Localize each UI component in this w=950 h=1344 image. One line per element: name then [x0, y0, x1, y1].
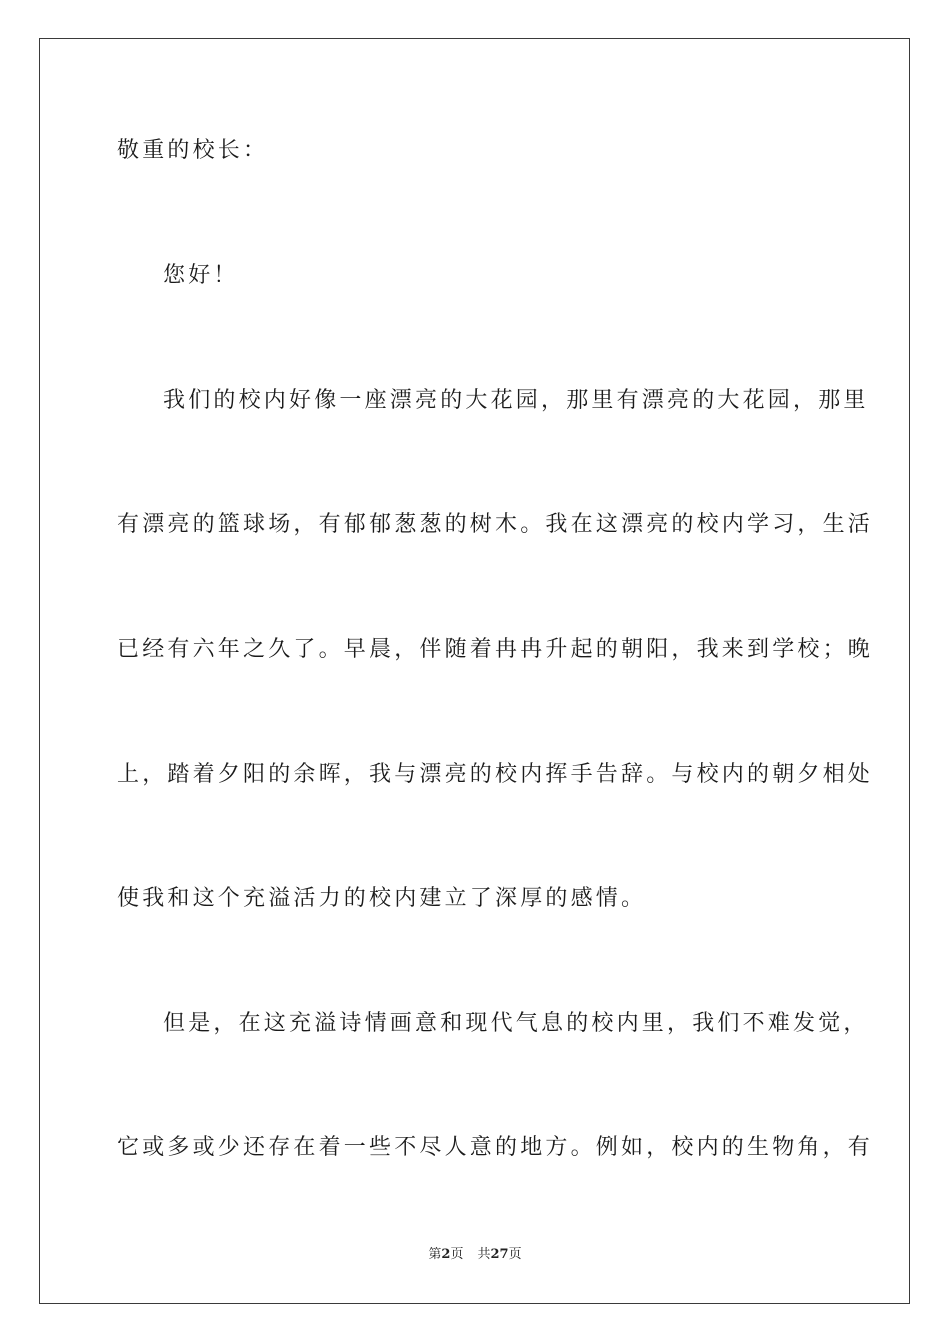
footer-page-number: 2 — [441, 1247, 451, 1262]
footer-page-suffix: 页 — [450, 1247, 464, 1262]
page-footer — [0, 1246, 950, 1264]
paragraph-1-line-4: 上，踏着夕阳的余晖，我与漂亮的校内挥手告辞。与校内的朝夕相处 — [117, 762, 874, 787]
paragraph-1-line-1: 我们的校内好像一座漂亮的大花园，那里有漂亮的大花园，那里 — [163, 388, 869, 413]
greeting-line: 您好！ — [163, 263, 239, 288]
paragraph-1-line-2: 有漂亮的篮球场，有郁郁葱葱的树木。我在这漂亮的校内学习，生活 — [117, 512, 874, 537]
paragraph-2-line-2: 它或多或少还存在着一些不尽人意的地方。例如，校内的生物角，有 — [117, 1135, 874, 1160]
footer-total-prefix: 共 — [477, 1247, 491, 1262]
salutation-line: 敬重的校长： — [117, 138, 269, 163]
paragraph-1-line-3: 已经有六年之久了。早晨，伴随着冉冉升起的朝阳，我来到学校；晚 — [117, 637, 874, 662]
footer-total-pages: 27 — [490, 1247, 509, 1262]
page-border — [39, 38, 910, 1304]
paragraph-2-line-1: 但是，在这充溢诗情画意和现代气息的校内里，我们不难发觉， — [163, 1011, 869, 1036]
footer-page-prefix: 第 — [428, 1247, 442, 1262]
footer-total-suffix: 页 — [508, 1247, 522, 1262]
paragraph-1-line-5: 使我和这个充溢活力的校内建立了深厚的感情。 — [117, 886, 647, 911]
